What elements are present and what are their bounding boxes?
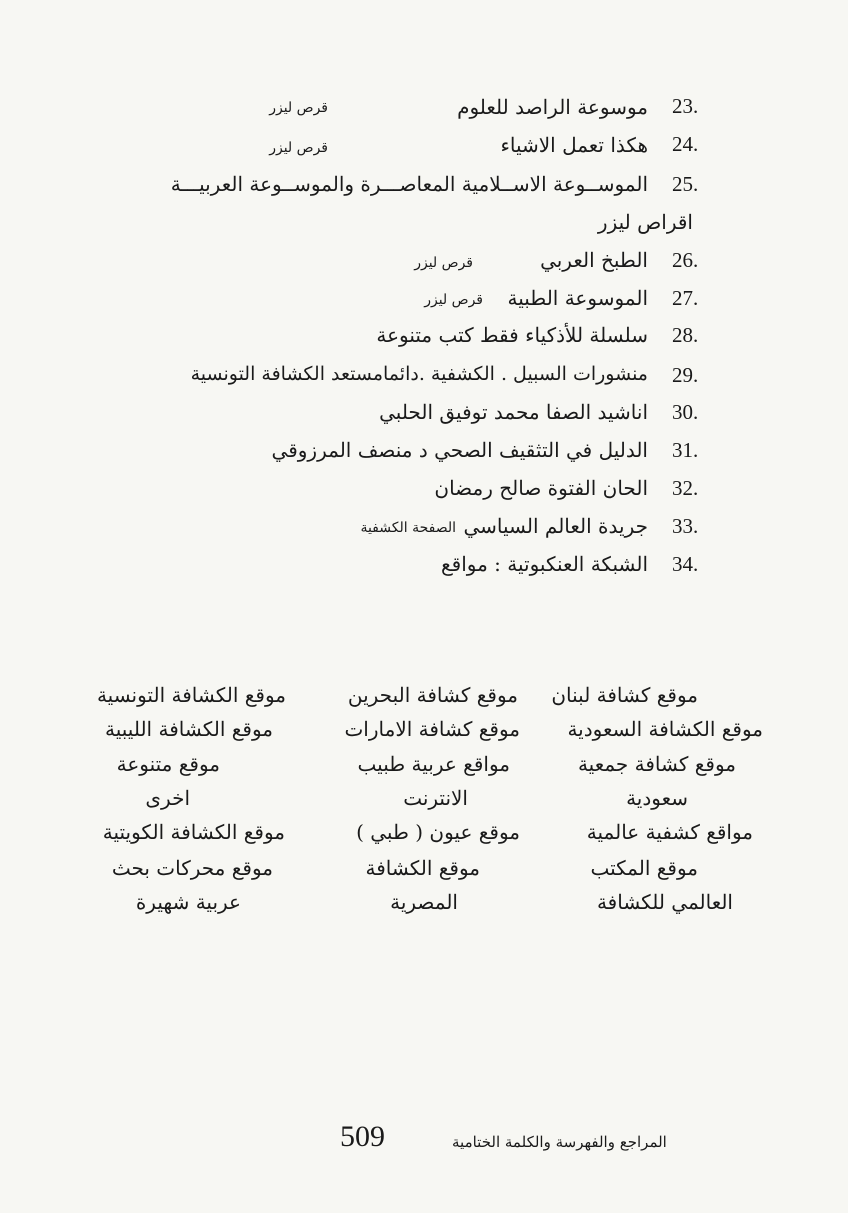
item-title: منشورات السبيل . الكشفية .دائمامستعد الكشافة التونسية	[190, 363, 648, 385]
item-title: موسوعة الراصد للعلوم	[457, 95, 648, 119]
site-entry: موقع الكشافة التونسية	[96, 683, 286, 707]
site-entry: مواقع عربية طبيب	[357, 752, 510, 776]
site-entry: موقع الكشافة الليبية	[105, 717, 273, 741]
item-number: 34.	[672, 552, 699, 576]
page-number: 509	[340, 1120, 385, 1153]
item-number: 28.	[672, 323, 699, 347]
site-entry: المصرية	[390, 890, 458, 914]
item-note: الصفحة الكشفية	[360, 520, 456, 536]
item-title: جريدة العالم السياسي	[463, 514, 648, 538]
item-title: الحان الفتوة صالح رمضان	[434, 476, 648, 500]
site-entry: موقع الكشافة	[365, 856, 480, 880]
item-title: الشبكة العنكبوتية : مواقع	[441, 552, 648, 576]
site-entry: عربية شهيرة	[135, 890, 241, 914]
site-entry: موقع الكشافة السعودية	[567, 717, 763, 741]
item-number: 23.	[672, 94, 699, 118]
site-entry: مواقع كشفية عالمية	[586, 820, 753, 844]
running-head: المراجع والفهرسة والكلمة الختامية	[452, 1133, 667, 1151]
item-continuation: اقراص ليزر	[597, 210, 693, 234]
item-title: الدليل في التثقيف الصحي د منصف المرزوقي	[271, 438, 648, 462]
item-title: سلسلة للأذكياء فقط كتب متنوعة	[376, 323, 648, 347]
site-entry: موقع كشافة جمعية	[577, 752, 736, 776]
item-number: 25.	[672, 172, 699, 196]
item-title: الموسوعة الطبية	[507, 286, 648, 310]
item-title: الطبخ العربي	[540, 248, 648, 272]
site-entry: موقع متنوعة	[116, 752, 220, 776]
site-entry: العالمي للكشافة	[596, 890, 733, 914]
item-number: 31.	[672, 438, 699, 462]
item-title: الموســوعة الاســلامية المعاصـــرة والموســوعة العربيـــة	[170, 172, 648, 196]
item-title: اناشيد الصفا محمد توفيق الحلبي	[379, 400, 648, 424]
site-entry: الانترنت	[403, 786, 468, 810]
site-entry: موقع الكشافة الكويتية	[102, 820, 285, 844]
item-number: 29.	[672, 363, 699, 387]
item-number: 27.	[672, 286, 699, 310]
item-number: 32.	[672, 476, 699, 500]
site-entry: اخرى	[145, 786, 190, 810]
item-number: 33.	[672, 514, 699, 538]
site-entry: موقع عيون ( طبي )	[356, 820, 520, 844]
site-entry: سعودية	[626, 786, 688, 810]
item-number: 26.	[672, 248, 699, 272]
site-entry: موقع المكتب	[590, 856, 698, 880]
item-note: قرص ليزر	[414, 255, 473, 271]
site-entry: موقع كشافة لبنان	[551, 683, 698, 707]
item-note: قرص ليزر	[269, 140, 328, 156]
item-title: هكذا تعمل الاشياء	[500, 133, 648, 157]
site-entry: موقع كشافة البحرين	[347, 683, 518, 707]
item-note: قرص ليزر	[424, 292, 483, 308]
site-entry: موقع محركات بحث	[111, 856, 273, 880]
item-number: 24.	[672, 132, 699, 156]
item-number: 30.	[672, 400, 699, 424]
site-entry: موقع كشافة الامارات	[344, 717, 520, 741]
item-note: قرص ليزر	[269, 100, 328, 116]
